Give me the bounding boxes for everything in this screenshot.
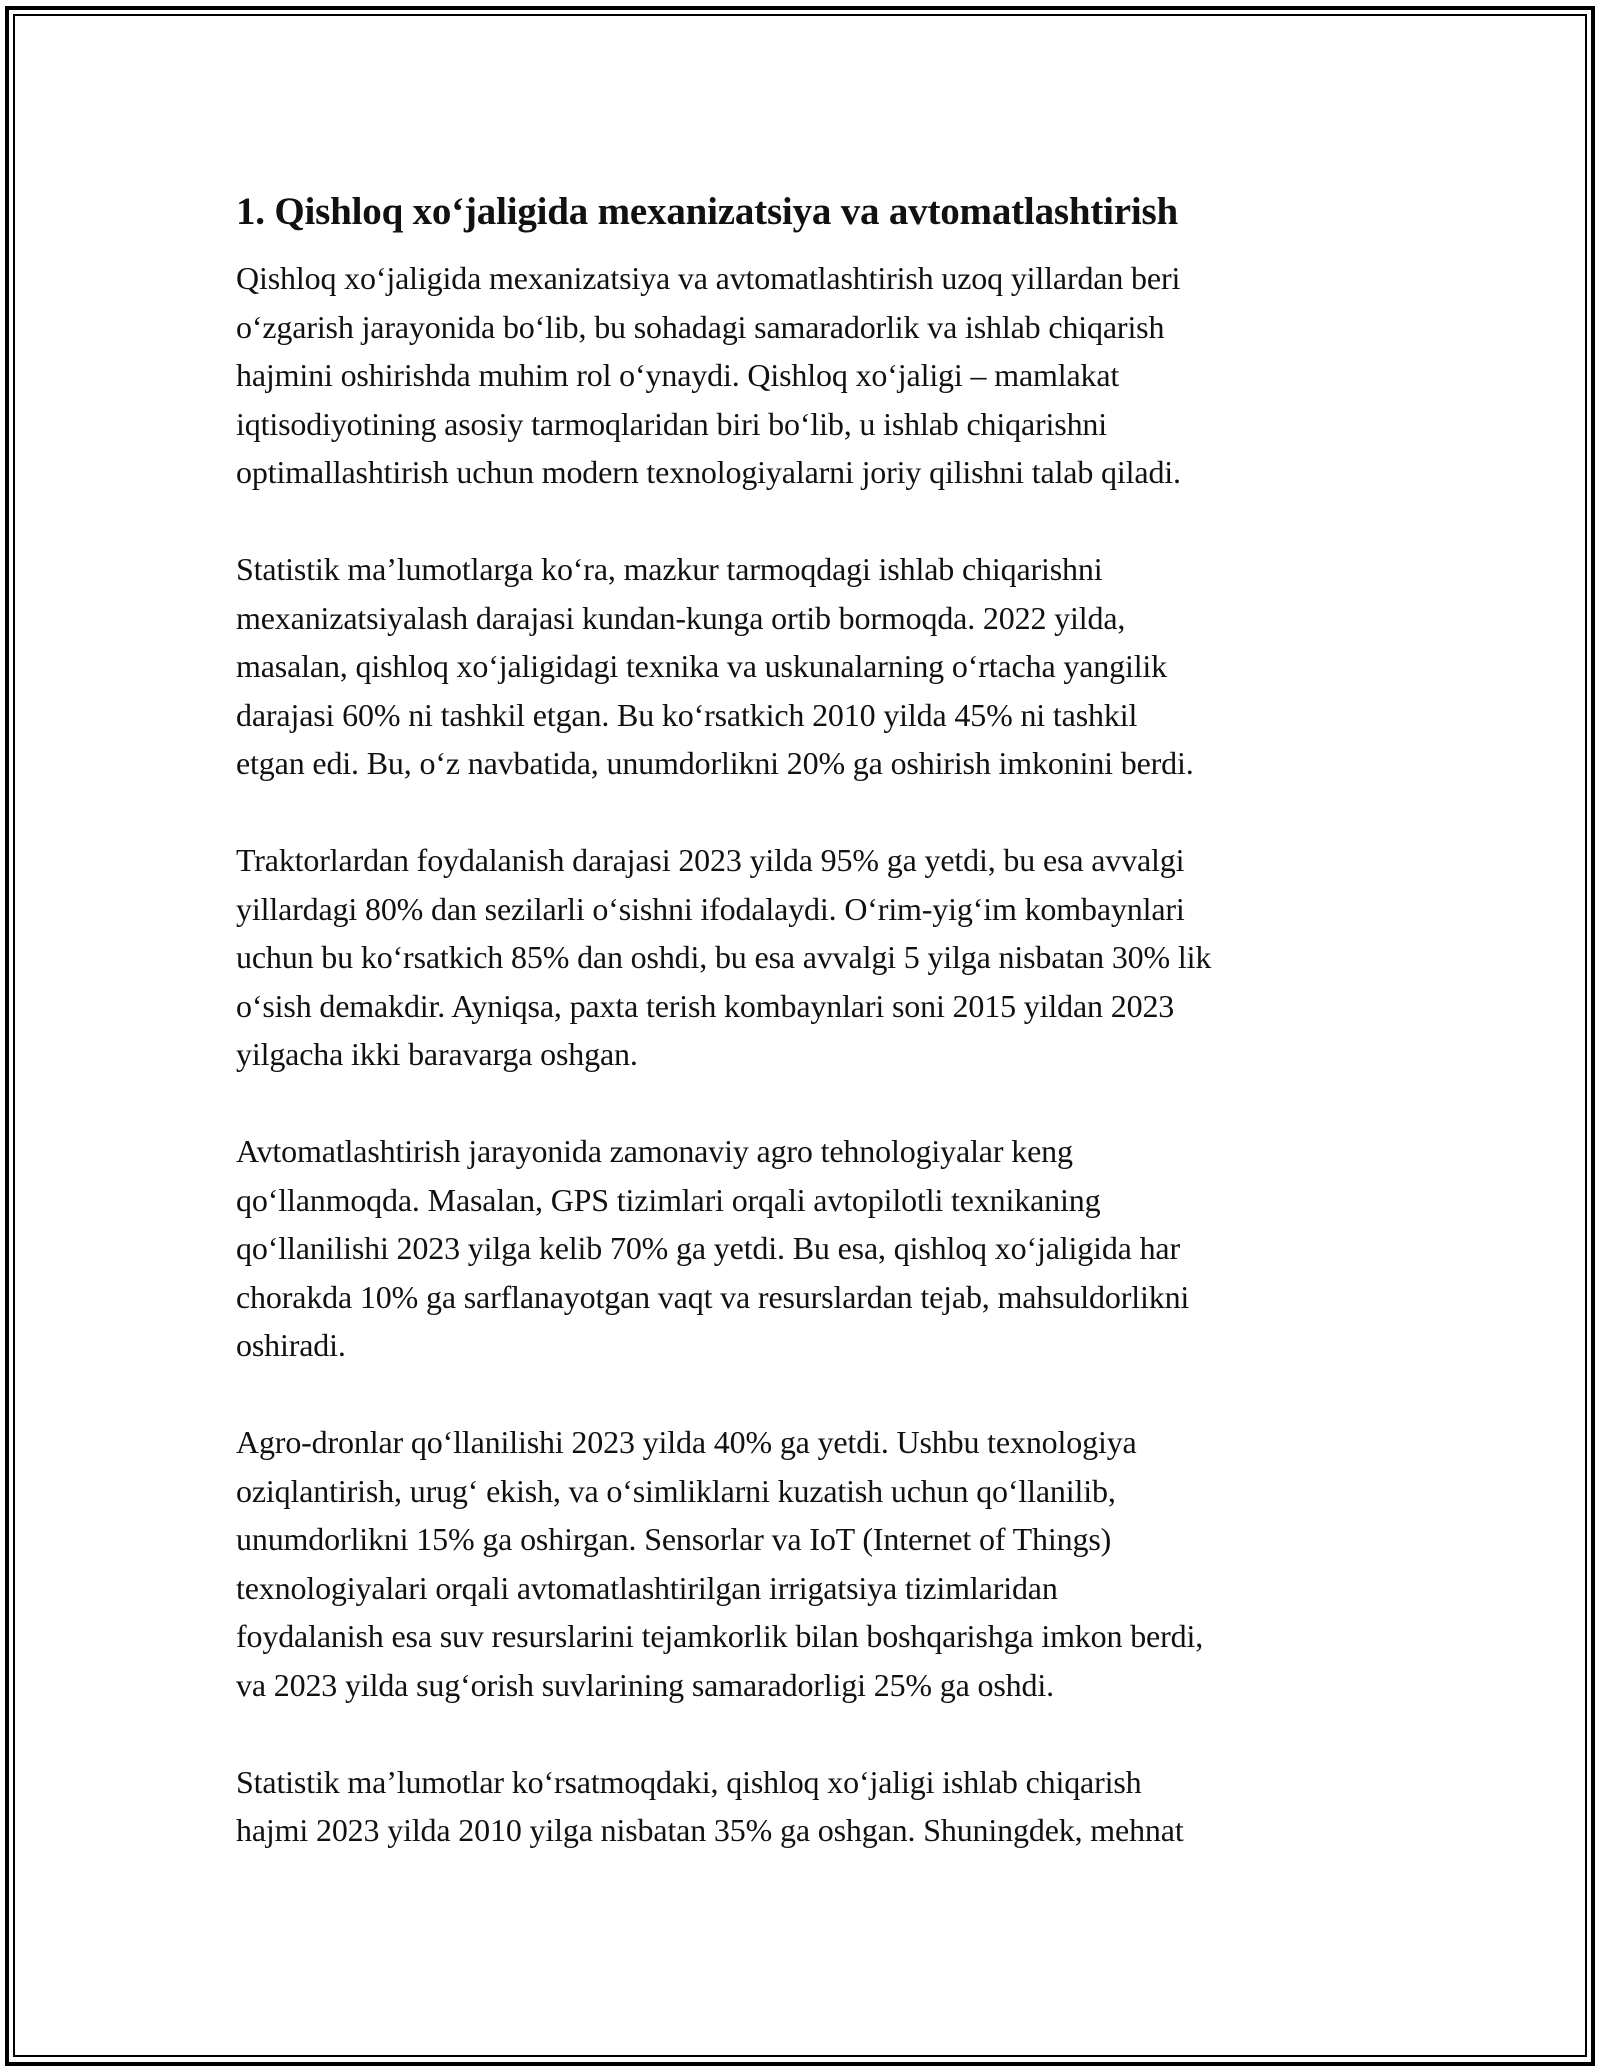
paragraph [236, 1418, 1386, 1709]
paragraph-line: iqtisodiyotining asosiy tarmoqlaridan biri bo‘lib, u ishlab chiqarishni [236, 405, 1108, 442]
section-heading: 1. Qishloq xo‘jaligida mexanizatsiya va avtomatlashtirish [236, 190, 1178, 233]
paragraph-line: oziqlantirish, urug‘ ekish, va o‘simliklarni kuzatish uchun qo‘llanilib, [236, 1472, 1116, 1509]
paragraph-line: mexanizatsiyalash darajasi kundan-kunga ortib bormoqda. 2022 yilda, [236, 599, 1126, 636]
paragraph-line: optimallashtirish uchun modern texnologiyalarni joriy qilishni talab qiladi. [236, 454, 1181, 490]
paragraph-line: chorakda 10% ga sarflanayotgan vaqt va resurslardan tejab, mahsuldorlikni [236, 1278, 1190, 1315]
paragraph-line: o‘sish demakdir. Ayniqsa, paxta terish kombaynlari soni 2015 yildan 2023 [236, 987, 1175, 1024]
paragraph [236, 836, 1386, 1079]
paragraph [236, 1127, 1386, 1370]
paragraph-line: texnologiyalari orqali avtomatlashtirilgan irrigatsiya tizimlaridan [236, 1569, 1058, 1606]
paragraph-line: Qishloq xo‘jaligida mexanizatsiya va avtomatlashtirish uzoq yillardan beri [236, 260, 1181, 296]
paragraph-line: masalan, qishloq xo‘jaligidagi texnika va uskunalarning o‘rtacha yangilik [236, 648, 1168, 684]
paragraph-line: va 2023 yilda sug‘orish suvlarining samaradorligi 25% ga oshdi. [236, 1666, 1054, 1703]
paragraph-line: Agro-dronlar qo‘llanilishi 2023 yilda 40% ga yetdi. Ushbu texnologiya [236, 1424, 1137, 1460]
paragraph [236, 254, 1386, 497]
paragraph-line: etgan edi. Bu, o‘z navbatida, unumdorlikni 20% ga oshirish imkonini berdi. [236, 745, 1194, 781]
paragraph-line: hajmini oshirishda muhim rol o‘ynaydi. Qishloq xo‘jaligi – mamlakat [236, 357, 1120, 393]
paragraph-line: hajmi 2023 yilda 2010 yilga nisbatan 35% ga oshgan. Shuningdek, mehnat [236, 1812, 1184, 1848]
paragraph-line: yillardagi 80% dan sezilarli o‘sishni ifodalaydi. O‘rim-yig‘im kombaynlari [236, 890, 1185, 927]
paragraph-line: darajasi 60% ni tashkil etgan. Bu ko‘rsatkich 2010 yilda 45% ni tashkil [236, 696, 1138, 733]
paragraph [236, 545, 1386, 788]
document-body [236, 186, 1386, 1903]
paragraph-line: qo‘llanmoqda. Masalan, GPS tizimlari orqali avtopilotli texnikaning [236, 1181, 1101, 1218]
paragraph-line: uchun bu ko‘rsatkich 85% dan oshdi, bu esa avvalgi 5 yilga nisbatan 30% lik [236, 939, 1212, 975]
paragraph-line: Traktorlardan foydalanish darajasi 2023 yilda 95% ga yetdi, bu esa avvalgi [236, 842, 1185, 878]
paragraph-line: oshiradi. [236, 1327, 346, 1363]
paragraph-line: Avtomatlashtirish jarayonida zamonaviy agro tehnologiyalar keng [236, 1133, 1073, 1169]
paragraph-list [236, 254, 1386, 1855]
paragraph-line: yilgacha ikki baravarga oshgan. [236, 1036, 638, 1072]
paragraph-line: unumdorlikni 15% ga oshirgan. Sensorlar va IoT (Internet of Things) [236, 1521, 1112, 1557]
paragraph-line: o‘zgarish jarayonida bo‘lib, bu sohadagi samaradorlik va ishlab chiqarish [236, 308, 1165, 345]
paragraph-line: Statistik ma’lumotlarga ko‘ra, mazkur tarmoqdagi ishlab chiqarishni [236, 551, 1103, 587]
paragraph-line: Statistik ma’lumotlar ko‘rsatmoqdaki, qishloq xo‘jaligi ishlab chiqarish [236, 1763, 1142, 1800]
paragraph-line: qo‘llanilishi 2023 yilga kelib 70% ga yetdi. Bu esa, qishloq xo‘jaligida har [236, 1230, 1180, 1266]
paragraph [236, 1758, 1386, 1855]
paragraph-line: foydalanish esa suv resurslarini tejamkorlik bilan boshqarishga imkon berdi, [236, 1618, 1204, 1654]
